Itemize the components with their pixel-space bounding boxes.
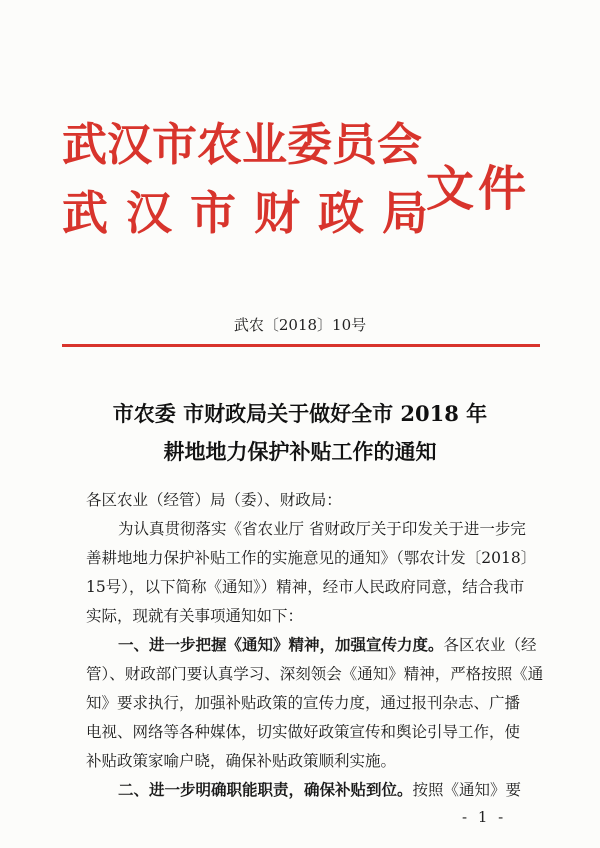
issuing-org-agriculture: 武汉市农业委员会 xyxy=(62,118,423,171)
section1-line-4: 电视、网络等各种媒体，切实做好政策宣传和舆论引导工作，使 xyxy=(86,723,521,741)
salutation: 各区农业（经管）局（委）、财政局： xyxy=(86,491,342,509)
document-body xyxy=(86,486,544,805)
section2-heading: 二、进一步明确职能职责，确保补贴到位。 xyxy=(118,781,413,799)
section2-first-line xyxy=(86,776,532,805)
section1-line-3: 知》要求执行，加强补贴政策的宣传力度，通过报刊杂志、广播 xyxy=(86,694,521,712)
section1-line-5: 补贴政策家喻户晓，确保补贴政策顺利实施。 xyxy=(86,752,397,770)
section1-line-2: 管）、财政部门要认真学习、深刻领会《通知》精神，严格按照《通 xyxy=(86,665,544,683)
title-line-1: 市农委 市财政局关于做好全市 2018 年 xyxy=(112,401,488,426)
para1-line-4: 实际，现就有关事项通知如下： xyxy=(86,607,304,625)
document-suffix: 文件 xyxy=(426,161,531,217)
section1-first-line xyxy=(86,631,537,660)
document-number: 武农〔2018〕10号 xyxy=(233,316,367,334)
red-separator-line xyxy=(62,344,540,347)
section1-text-start: 各区农业（经 xyxy=(443,636,537,654)
para1-line-1: 为认真贯彻落实《省农业厅 省财政厅关于印发关于进一步完 xyxy=(118,520,526,538)
issuing-org-finance: 武汉市财政局 xyxy=(62,186,446,240)
para1-line-2: 善耕地地力保护补贴工作的实施意见的通知》（鄂农计发〔2018〕 xyxy=(86,549,537,567)
section1-heading: 一、进一步把握《通知》精神，加强宣传力度。 xyxy=(118,636,444,654)
page-number: - 1 - xyxy=(462,808,507,826)
title-line-2: 耕地地力保护补贴工作的通知 xyxy=(163,439,437,464)
section2-text-start: 按照《通知》要 xyxy=(412,781,522,799)
para1-line-3: 15号），以下简称《通知》）精神，经市人民政府同意，结合我市 xyxy=(86,578,525,596)
